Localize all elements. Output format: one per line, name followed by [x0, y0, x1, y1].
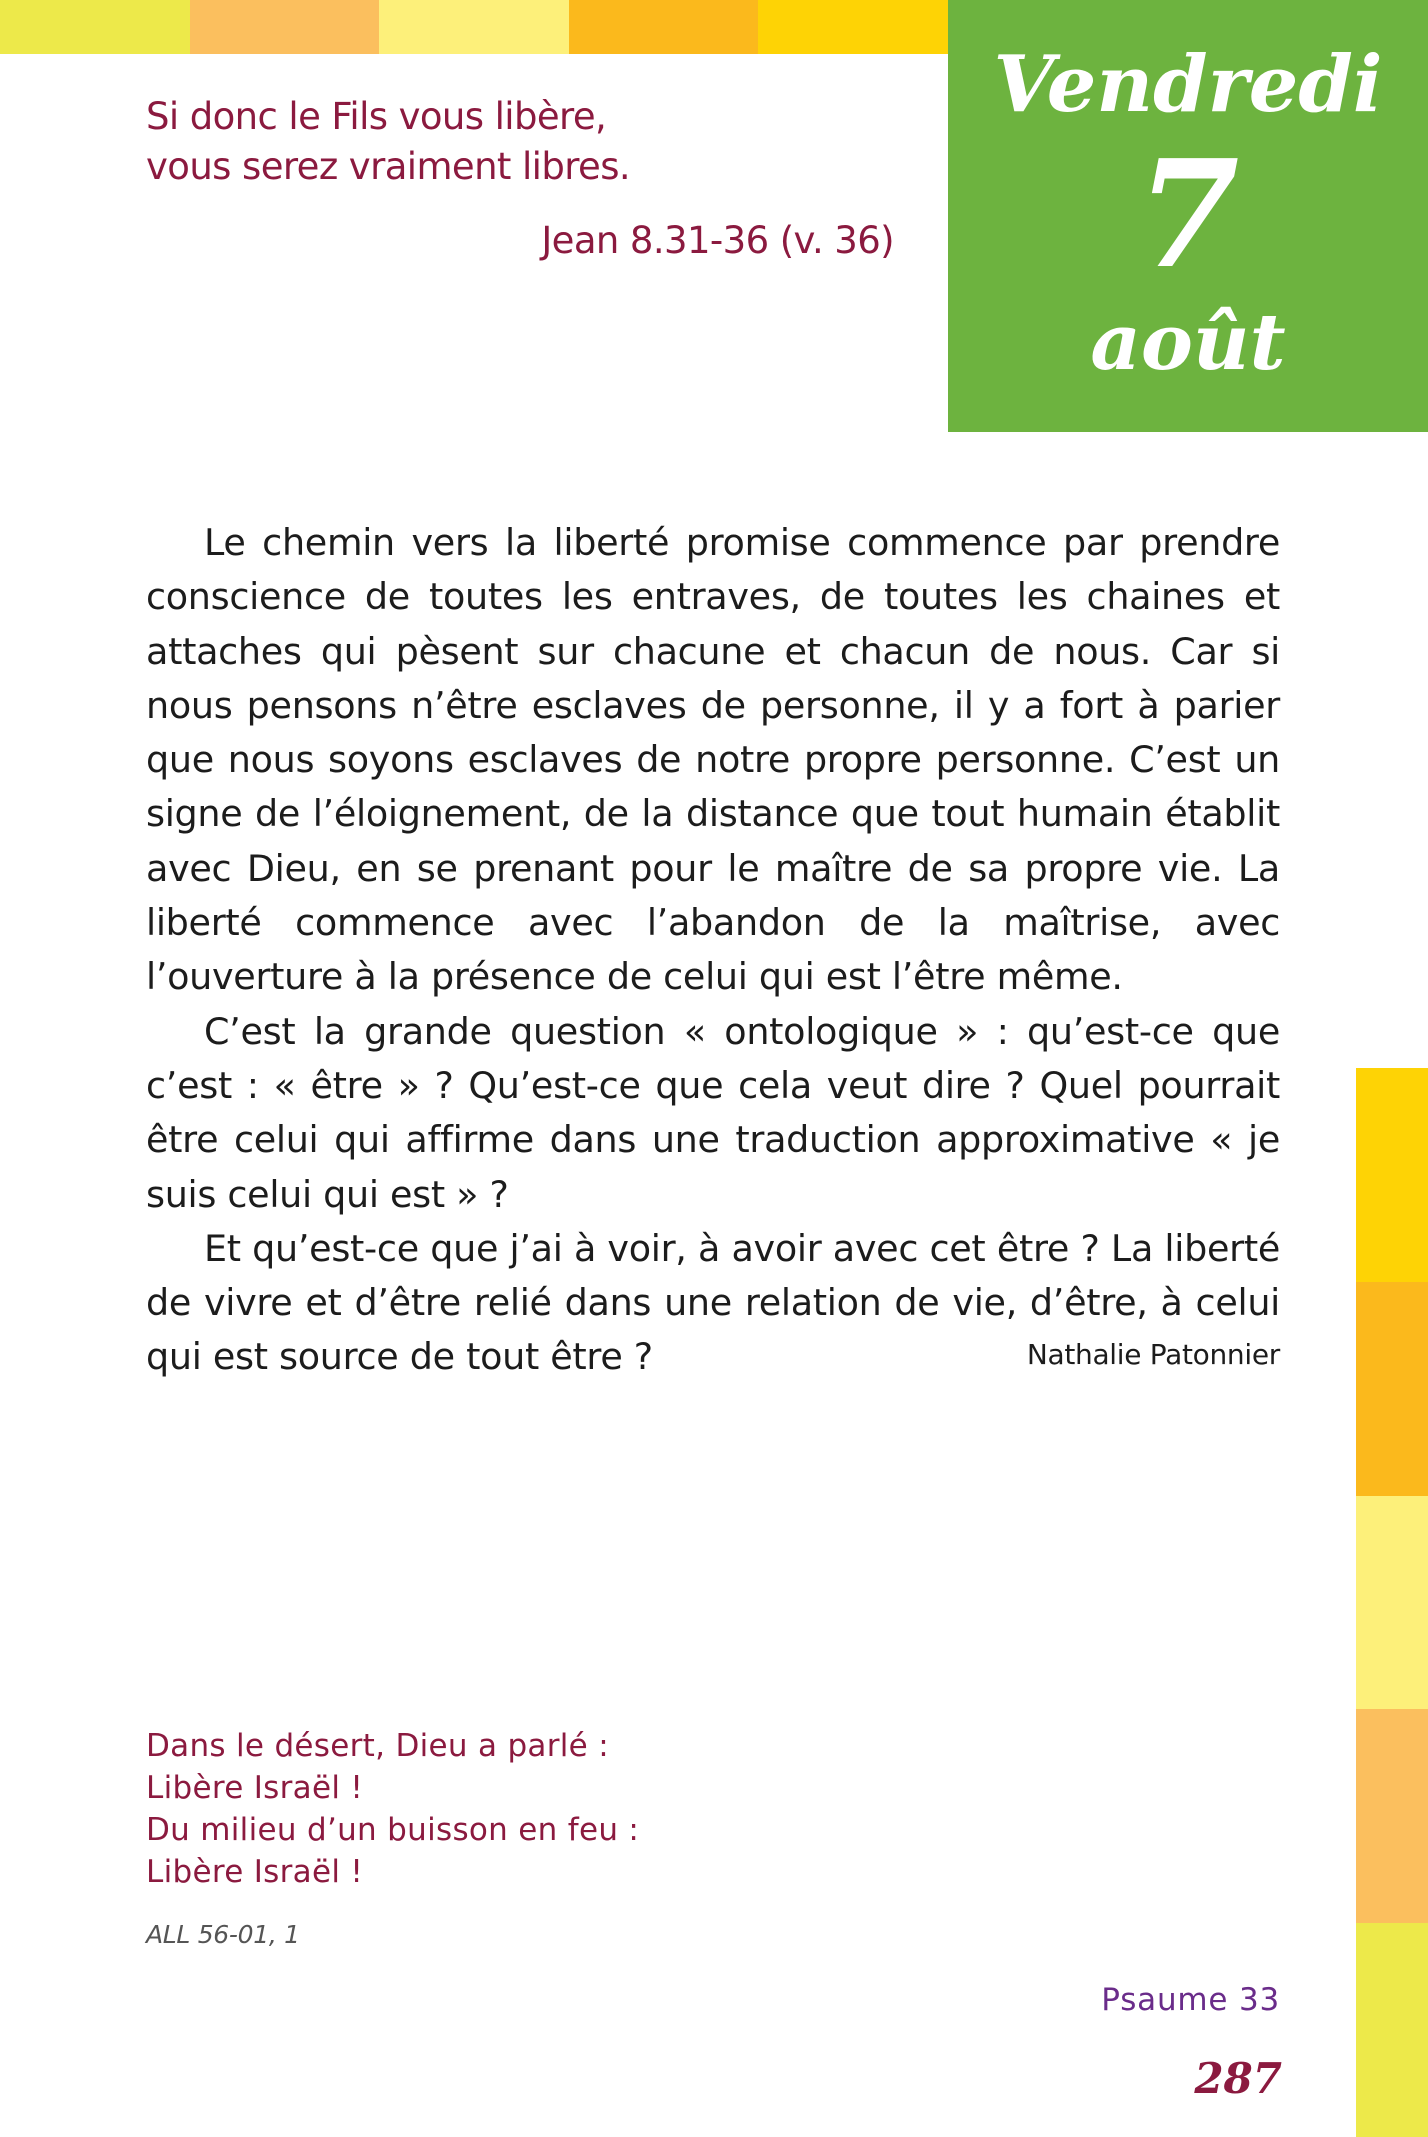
hymn-line: Dans le désert, Dieu a parlé :	[146, 1728, 609, 1764]
verse-reference: Jean 8.31-36 (v. 36)	[541, 219, 894, 262]
hymn-excerpt	[146, 1725, 846, 1893]
strip-segment	[190, 0, 380, 54]
hymn-reference: ALL 56-01, 1	[146, 1920, 300, 1949]
author-name: Nathalie Patonnier	[1026, 1338, 1280, 1371]
date-weekday: Vendredi	[993, 39, 1383, 130]
verse-line: vous serez vraiment libres.	[146, 145, 631, 188]
strip-segment	[1356, 1282, 1428, 1496]
date-box	[948, 0, 1428, 432]
strip-segment	[1356, 1709, 1428, 1923]
hymn-line: Du milieu d’un buisson en feu :	[146, 1812, 640, 1848]
strip-segment	[1356, 1496, 1428, 1710]
top-color-strip	[0, 0, 948, 54]
bible-verse	[146, 92, 906, 192]
strip-segment	[758, 0, 948, 54]
strip-segment	[0, 0, 190, 54]
meditation-text	[146, 516, 1280, 1385]
meditation-paragraph: Et qu’est-ce que j’ai à voir, à avoir avec cet être ? La liberté de vivre et d’être relié dans une relation de vie, d’être, à celui qui est source de tout être ?	[146, 1226, 1280, 1379]
strip-segment	[379, 0, 569, 54]
psalm-reference: Psaume 33	[1101, 1982, 1280, 2018]
meditation-paragraph: C’est la grande question « ontologique » : qu’est-ce que c’est : « être » ? Qu’est-ce que cela veut dire ? Quel pourrait être celui qui affirme dans une traduction approximative « je suis celui qui est » ?	[146, 1009, 1280, 1216]
strip-segment	[1356, 1923, 1428, 2137]
strip-segment	[569, 0, 759, 54]
page-number: 287	[1194, 2054, 1282, 2103]
hymn-line: Libère Israël !	[146, 1770, 364, 1806]
strip-segment	[1356, 1068, 1428, 1282]
side-color-strip	[1356, 1068, 1428, 2137]
date-month: août	[1090, 297, 1286, 388]
hymn-line: Libère Israël !	[146, 1854, 364, 1890]
date-day: 7	[1136, 127, 1240, 301]
verse-line: Si donc le Fils vous libère,	[146, 95, 607, 138]
meditation-paragraph: Le chemin vers la liberté promise commence par prendre conscience de toutes les entraves, de toutes les chaines et attaches qui pèsent sur chacune et chacun de nous. Car si nous pensons n’être esclaves de personne, il y a fort à parier que nous soyons esclaves de notre propre personne. C’est un signe de l’éloignement, de la distance que tout humain établit avec Dieu, en se prenant pour le maître de sa propre vie. La liberté commence avec l’abandon de la maîtrise, avec l’ouverture à la présence de celui qui est l’être même.	[146, 521, 1280, 999]
